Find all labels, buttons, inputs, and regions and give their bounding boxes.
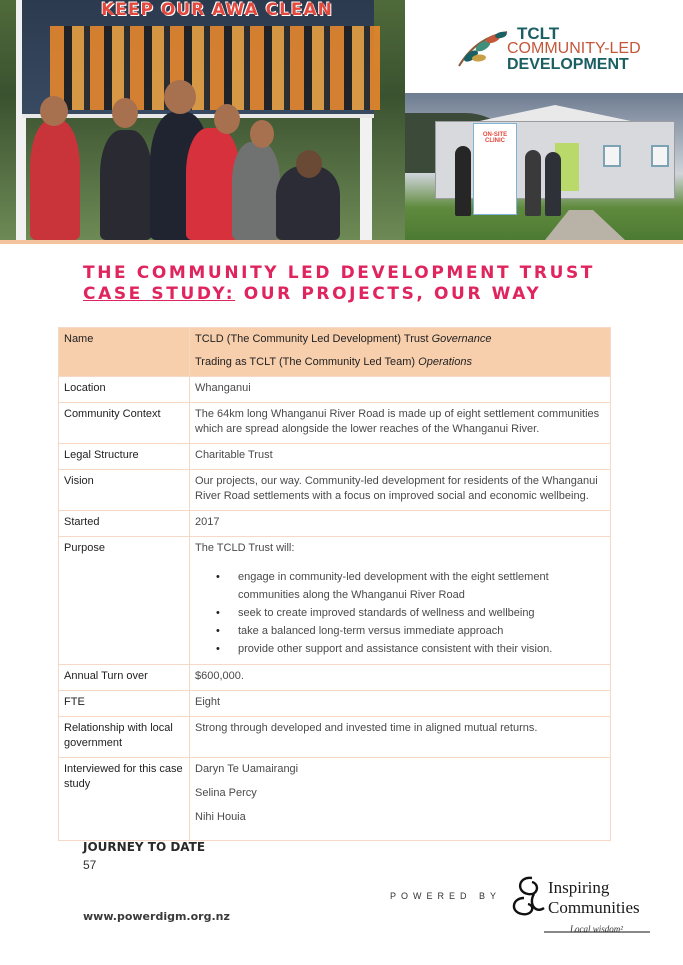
label-turnover: Annual Turn over [59,665,190,691]
banner-sign-text: KEEP OUR AWA CLEAN [101,0,333,20]
table-row-location [59,377,611,403]
hub-window [651,145,669,167]
table-row-fte [59,691,611,717]
value-name [190,328,611,377]
value-name-line2 [195,356,472,368]
person-figure [525,150,541,216]
child-figure [232,142,280,240]
child-head [214,104,240,134]
label-context: Community Context [59,403,190,444]
value-vision: Our projects, our way. Community-led development for residents of the Whanganui River Road settlements with a focus on improved social and economic wellbeing. [190,470,611,511]
value-started: 2017 [190,511,611,537]
child-figure [30,120,80,240]
ic-logo-tagline: Local wisdom² [570,924,623,934]
purpose-intro: The TCLD Trust will: [195,542,295,554]
ic-logo-line2: Communities [548,898,640,917]
banner-sign [22,0,374,118]
table-row-purpose [59,537,611,665]
logo-line1: TCLT [517,24,560,43]
trading-name: Trading as TCLT (The Community Led Team) [195,356,419,368]
purpose-list [195,568,605,658]
section-heading: JOURNEY TO DATE [83,840,206,854]
table-row-turnover [59,665,611,691]
table-row-relationship [59,717,611,758]
child-head [40,96,68,126]
list-item: • provide other support and assistance consistent with their vision. [195,640,605,658]
table-row-started [59,511,611,537]
trading-role: Operations [418,356,472,368]
powered-by-label: POWERED BY [390,891,502,901]
value-turnover: $600,000. [190,665,611,691]
child-head [164,80,196,114]
label-interviewed: Interviewed for this case study [59,758,190,841]
trust-role: Governance [431,333,492,345]
child-head [112,98,138,128]
clinic-banner-text: ON-SITE CLINIC [482,132,508,144]
header-divider [0,240,683,244]
person-figure [545,152,561,216]
value-name-line1 [195,333,492,345]
interviewee: Selina Percy [195,787,257,799]
value-context: The 64km long Whanganui River Road is made up of eight settlement communities which are spread alongside the lower reaches of the Whanganui River. [190,403,611,444]
table-row-legal [59,444,611,470]
title-case-study: CASE STUDY: [83,284,236,304]
value-fte: Eight [190,691,611,717]
interviewee: Nihi Houia [195,811,246,823]
clinic-banner [473,123,517,215]
trust-name: TCLD (The Community Led Development) Trust [195,333,432,345]
leaf-logo-icon [457,26,509,70]
list-item: • take a balanced long-term versus immediate approach [195,622,605,640]
label-location: Location [59,377,190,403]
label-purpose: Purpose [59,537,190,665]
child-figure [100,130,152,240]
table-row-interviewed [59,758,611,841]
hero-photo-volunteers [0,0,405,240]
logo-line2: COMMUNITY-LED [507,40,641,57]
value-relationship: Strong through developed and invested time in aligned mutual returns. [190,717,611,758]
label-legal: Legal Structure [59,444,190,470]
person-figure [455,146,471,216]
interviewee: Daryn Te Uamairangi [195,763,299,775]
child-head [296,150,322,178]
label-started: Started [59,511,190,537]
tclt-logo [405,0,683,93]
title-line2 [83,284,595,305]
value-interviewed [190,758,611,841]
value-purpose [190,537,611,665]
label-relationship: Relationship with local government [59,717,190,758]
table-row-name [59,328,611,377]
hero-photo-community-hub [405,93,683,240]
value-legal: Charitable Trust [190,444,611,470]
website-link[interactable]: www.powerdigm.org.nz [83,910,230,923]
page-title [83,263,595,305]
list-item: • seek to create improved standards of wellness and wellbeing [195,604,605,622]
value-location: Whanganui [190,377,611,403]
hub-window [603,145,621,167]
logo-line3: DEVELOPMENT [507,56,629,73]
page-number: 57 [83,858,97,872]
ic-logo-line1: Inspiring [548,878,610,897]
label-vision: Vision [59,470,190,511]
banner-volunteer-group [50,26,380,110]
table-row-vision [59,470,611,511]
label-name: Name [59,328,190,377]
label-fte: FTE [59,691,190,717]
title-line1: THE COMMUNITY LED DEVELOPMENT TRUST [83,263,596,283]
list-item: • engage in community-led development with the eight settlement communities along the Whanganui River Road [195,568,605,604]
case-study-table [58,327,611,841]
child-head [250,120,274,148]
title-subtitle: OUR PROJECTS, OUR WAY [235,284,542,304]
table-row-context [59,403,611,444]
